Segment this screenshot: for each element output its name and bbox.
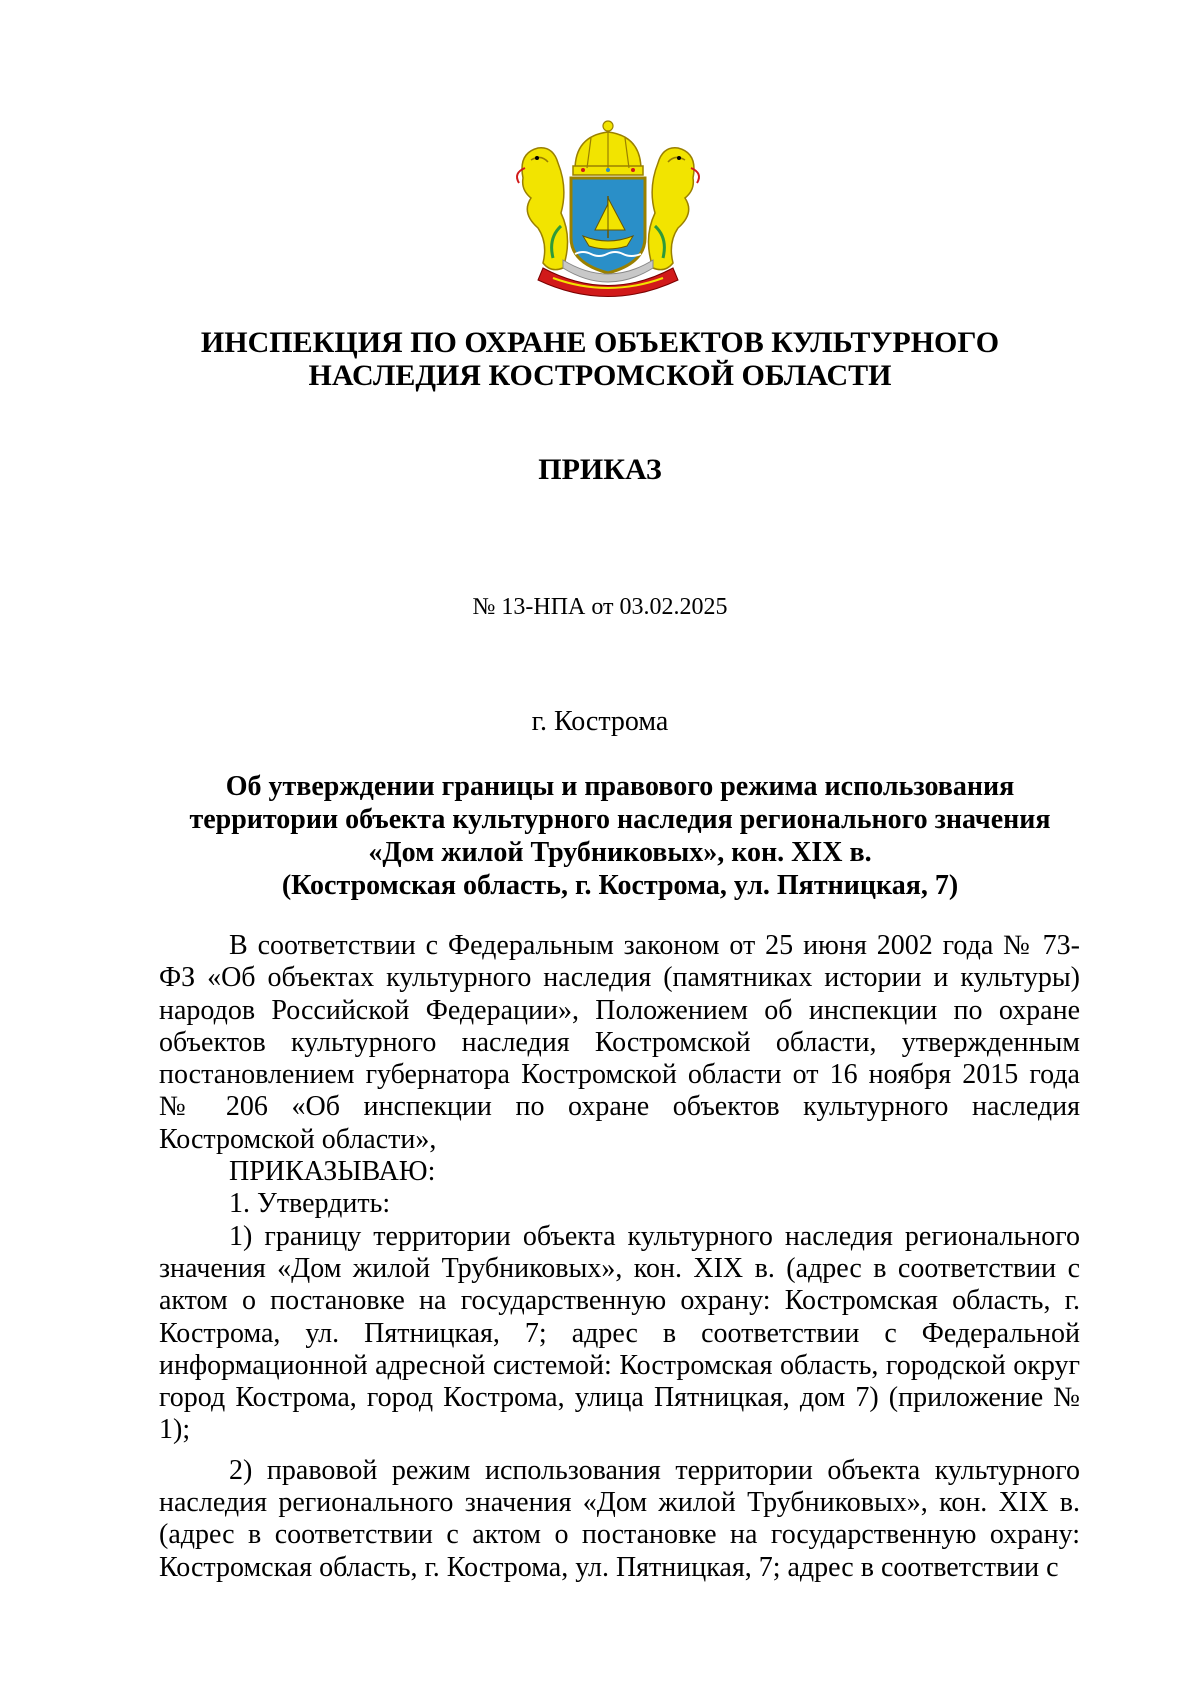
subject-line: территории объекта культурного наследия регионального значения [189, 804, 1051, 835]
subject-line: Об утверждении границы и правового режима использования [225, 771, 1015, 802]
document-city: г. Кострома [531, 706, 669, 737]
order-word: ПРИКАЗЫВАЮ: [229, 1156, 436, 1188]
coat-of-arms-icon [513, 118, 703, 298]
document-subject [160, 770, 1080, 902]
document-number: № 13-НПА от 03.02.2025 [472, 594, 728, 620]
subject-line: «Дом жилой Трубниковых», кон. XIX в. [368, 837, 872, 868]
item-1-2: 2) правовой режим использования территории объекта культурного наследия регионального значения «Дом жилой Трубниковых», кон. XIX в. (адрес в соответствии с актом о постановке на государственную охрану: Костромская область, г. Кострома, ул. Пятницкая, 7; адрес в соответствии с [159, 1454, 1080, 1583]
document-body [159, 930, 1080, 1584]
item-1: 1. Утвердить: [229, 1188, 391, 1220]
preamble-paragraph: В соответствии с Федеральным законом от 25 июня 2002 года № 73-ФЗ «Об объектах культурного наследия (памятниках истории и культуры) народов Российской Федерации», Положением об инспекции по охране объектов культурного наследия Костромской области, утвержденным постановлением губернатора Костромской области от 16 ноября 2015 года № 206 «Об инспекции по охране объектов культурного наследия Костромской области», [159, 930, 1080, 1155]
document-type: ПРИКАЗ [538, 453, 662, 486]
organization-name [0, 326, 1200, 392]
organization-line: НАСЛЕДИЯ КОСТРОМСКОЙ ОБЛАСТИ [308, 359, 892, 392]
organization-line: ИНСПЕКЦИЯ ПО ОХРАНЕ ОБЪЕКТОВ КУЛЬТУРНОГО [200, 326, 1000, 359]
subject-line: (Костромская область, г. Кострома, ул. Пятницкая, 7) [281, 870, 959, 901]
item-1-1: 1) границу территории объекта культурного наследия регионального значения «Дом жилой Трубниковых», кон. XIX в. (адрес в соответствии с актом о постановке на государственную охрану: Костромская область, г. Кострома, ул. Пятницкая, 7; адрес в соответствии с Федеральной информационной адресной системой: Костромская область, городской округ город Кострома, город Кострома, улица Пятницкая, дом 7) (приложение № 1); [159, 1220, 1080, 1446]
